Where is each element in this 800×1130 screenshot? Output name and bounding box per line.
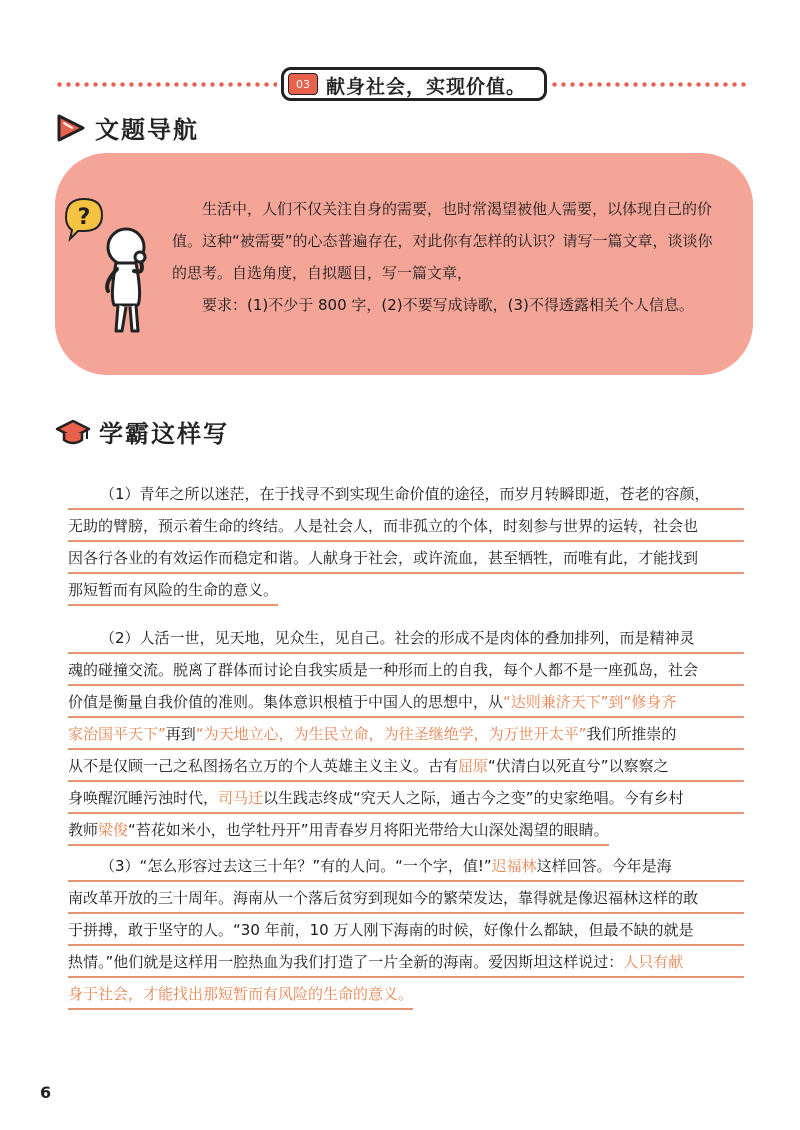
highlight-name: 梁俊 <box>98 821 129 839</box>
chapter-title: 献身社会，实现价值。 <box>326 76 527 98</box>
section-heading-label: 文题导航 <box>95 116 199 144</box>
page-number: 6 <box>40 1083 52 1102</box>
header-dots-right <box>550 82 750 87</box>
highlight-name: 屈原 <box>458 757 489 775</box>
question-bubble-icon <box>66 199 102 239</box>
essay-paragraph-1: （1）青年之所以迷茫，在于找寻不到实现生命价值的途径，而岁月转瞬即逝，苍老的容颜， 无助的臂膀，预示着生命的终结。人是社会人，而非孤立的个体，时刻参与世界的运转，社会也 因各行各业的有效运作而稳定和谐。人献身于社会，或许流血，甚至牺牲，而唯有此，才能找到 那短暂而有风险的生命的意义。 <box>68 478 744 606</box>
section-heading-label: 学霸这样写 <box>99 420 229 448</box>
highlight-quote: “为天地立心，为生民立命，为往圣继绝学，为万世开太平” <box>195 725 587 743</box>
section-heading-sample <box>55 414 229 449</box>
chapter-number: 03 <box>288 73 318 95</box>
thinking-person-icon <box>60 195 160 337</box>
chapter-banner <box>281 67 547 101</box>
highlight-quote: 家治国平天下” <box>68 725 166 743</box>
highlight-quote: 人只有献 <box>623 953 684 971</box>
highlight-quote: 身于社会，才能找出那短暂而有风险的生命的意义。 <box>68 978 413 1010</box>
highlight-quote: “达则兼济天下”到“修身齐 <box>503 693 677 711</box>
play-arrow-icon <box>55 113 87 143</box>
svg-text:?: ? <box>77 205 91 230</box>
highlight-name: 迟福林 <box>491 857 537 875</box>
essay-paragraph-2: （2）人活一世，见天地，见众生，见自己。社会的形成不是肉体的叠加排列，而是精神灵 魂的碰撞交流。脱离了群体而讨论自我实质是一种形而上的自我，每个人都不是一座孤岛，社会 价值是衡量自我价值的准则。集体意识根植于中国人的思想中，从“达则兼济天下”到“修身齐 家治国平天下”再到“为天地立心，为生民立命，为往圣继绝学，为万世开太平”我们所推崇的 从不是仅顾一己之私图扬名立万的个人英雄主义主义。古有屈原“伏清白以死直兮”以察察之 身唤醒沉睡污浊时代，司马迁以生践志终成“究天人之际，通古今之变”的史家绝唱。今有乡村 教师梁俊“苔花如米小，也学牡丹开”用青春岁月将阳光带给大山深处渴望的眼睛。 <box>68 622 744 846</box>
highlight-name: 司马迁 <box>218 789 264 807</box>
header-dots-left <box>55 82 277 87</box>
prompt-paragraph: 生活中，人们不仅关注自身的需要，也时常渴望被他人需要，以体现自己的价值。这种“被需要”的心态普遍存在，对此你有怎样的认识？请写一篇文章，谈谈你的思考。自选角度，自拟题目，写一篇文章， <box>172 200 713 282</box>
graduation-cap-icon <box>55 417 91 447</box>
essay-paragraph-3: （3）“怎么形容过去这三十年？”有的人问。“一个字，值!”迟福林这样回答。今年是海 南改革开放的三十周年。海南从一个落后贫穷到现如今的繁荣发达，靠得就是像迟福林这样的敢 于拼搏，敢于坚守的人。“30 年前，10 万人刚下海南的时候，好像什么都缺，但最不缺的就是 热情。”他们就是这样用一腔热血为我们打造了一片全新的海南。爱因斯坦这样说过：人只有献 身于社会，才能找出那短暂而有风险的生命的意义。 <box>68 850 744 1010</box>
prompt-requirements: 要求：(1)不少于 800 字，(2)不要写成诗歌，(3)不得透露相关个人信息。 <box>202 296 694 314</box>
prompt-text <box>172 193 717 321</box>
section-heading-prompt <box>55 110 199 145</box>
